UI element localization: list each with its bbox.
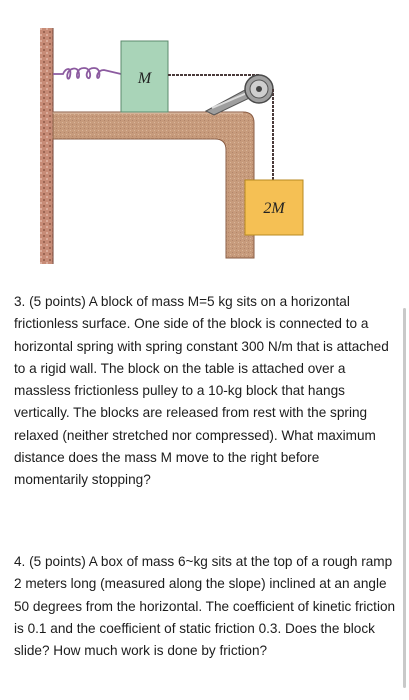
problem-4-text: 4. (5 points) A box of mass 6~kg sits at the top of a rough ramp 2 meters long (measured along the slope) inclined at an angle 50 degrees from the horizontal. The coefficient of kinetic friction is 0.1 and the coefficient of static friction 0.3. Does the block slide? How much work is done by friction? — [14, 554, 396, 659]
physics-diagram — [0, 0, 409, 275]
block-2m — [245, 180, 303, 235]
spring — [53, 68, 121, 79]
scrollbar[interactable] — [403, 308, 406, 688]
wall — [40, 28, 53, 264]
table — [53, 112, 254, 258]
block-m — [121, 41, 168, 112]
problem-3-text: 3. (5 points) A block of mass M=5 kg sits on a horizontal frictionless surface. One side of the block is connected to a horizontal spring with spring constant 300 N/m that is attached to a rigid wall. The block on the table is attached over a massless frictionless pulley to a 10-kg block that hangs vertically. The blocks are released from rest with the spring relaxed (neither stretched nor compressed). What maximum distance does the mass M move to the right before momentarily stopping? — [14, 294, 389, 488]
pulley — [245, 75, 273, 103]
block-2m-label: 2M — [263, 200, 285, 217]
block-m-label: M — [137, 70, 152, 87]
